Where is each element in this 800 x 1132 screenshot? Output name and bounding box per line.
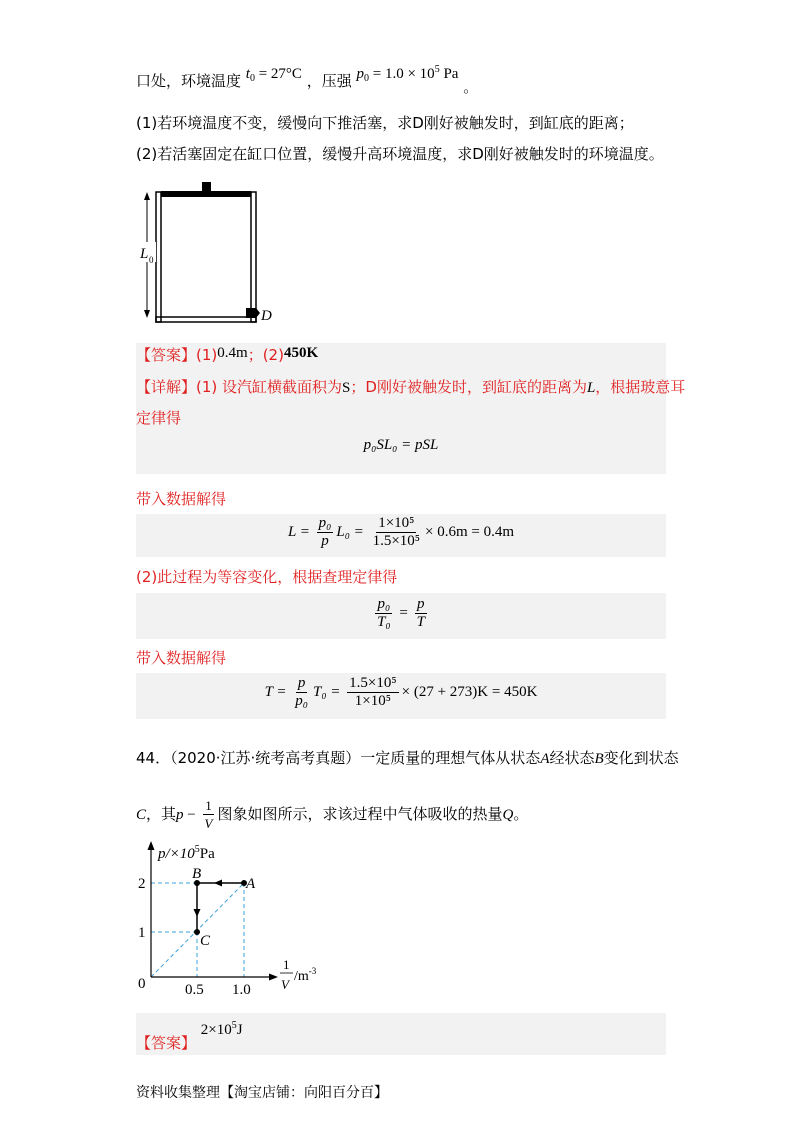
t0-expression: $t_0 = 27^\circ C$ [245, 66, 302, 84]
detail-1-line1: 【详解】(1) 设汽缸横截面积为S；D刚好被触发时，到缸底的距离为L，根据玻意耳 [136, 378, 686, 396]
equation-l-result: L = $\frac{\text{p₀}}{p}$ L₀ = $\frac{\text{1×10⁵}}{\text{1.5×10⁵}}$ × 0.6m = 0.4m [287, 515, 515, 549]
x-tick-1-0: 1.0 [232, 982, 251, 998]
y-tick-2: 2 [138, 876, 146, 892]
y-tick-1: 1 [138, 925, 146, 941]
origin-label: 0 [138, 976, 146, 992]
svg-text:A: A [246, 876, 256, 892]
part-2-label: (2)此过程为等容变化，根据查理定律得 [136, 568, 398, 586]
svg-text:B: B [192, 866, 202, 882]
question-1: (1)若环境温度不变，缓慢向下推活塞，求D刚好被触发时，到缸底的距离； [136, 114, 634, 132]
svg-text:C: C [200, 933, 211, 949]
trigger-d [246, 308, 260, 318]
equation-charles: $\frac{\text{p₀}}{\text{T₀}}$ = $\frac{p}{T}$ [377, 596, 425, 630]
label-l0: L [140, 246, 149, 262]
cylinder-figure [130, 180, 280, 330]
piston-rod [202, 182, 211, 192]
x-axis-label-unit: $/m^{-3}$ [294, 966, 317, 984]
question-44-line1: 44．（2020·江苏·统考高考真题）一定质量的理想气体从状态A经状态B变化到状态 [136, 749, 679, 767]
p-inverse-v-graph [130, 838, 340, 998]
footer: 资料收集整理【淘宝店铺：向阳百分百】 [136, 1085, 388, 1101]
substitute-label-2: 带入数据解得 [136, 649, 227, 667]
question-44-line2: C，其p − $\frac{1}{V}$ 图象如图所示，求该过程中气体吸收的热量Q。 [136, 798, 529, 831]
y-axis-label: $p/\times 10^5Pa$ [158, 844, 215, 862]
equation-t-result: T = $\frac{p}{\text{p₀}}$ T₀ = $\frac{\text{1.5×10⁵}}{\text{1×10⁵}}$ × (27 + 273)K = 450K [264, 675, 538, 709]
label-d: D [261, 308, 272, 324]
substitute-label-1: 带入数据解得 [136, 490, 227, 508]
detail-1-line2: 定律得 [136, 409, 182, 427]
x-tick-0-5: 0.5 [185, 982, 204, 998]
question-2: (2)若活塞固定在缸口位置，缓慢升高环境温度，求D刚好被触发时的环境温度。 [136, 145, 664, 163]
answer-2: 【答案】 $2\times 10^5J$ [136, 1020, 243, 1052]
answer-2-value: $2\times 10^5J$ [200, 1020, 243, 1038]
p0-expression: $p_0 = 1.0 \times 10^5$ Pa [356, 64, 459, 84]
equation-boyle: p₀SL₀ = pSL [363, 437, 439, 453]
intro-line: 口处，环境温度 $t_0 = 27^\circ C$ ，压强 $p_0 = 1.0 \times 10^5$ Pa 。 [136, 64, 479, 96]
x-axis-label-num: 1 [283, 957, 290, 972]
answer-1: 【答案】(1)0.4m；(2)450K [136, 345, 319, 364]
svg-text:0: 0 [149, 255, 154, 265]
x-axis-label-den: V [281, 977, 289, 992]
